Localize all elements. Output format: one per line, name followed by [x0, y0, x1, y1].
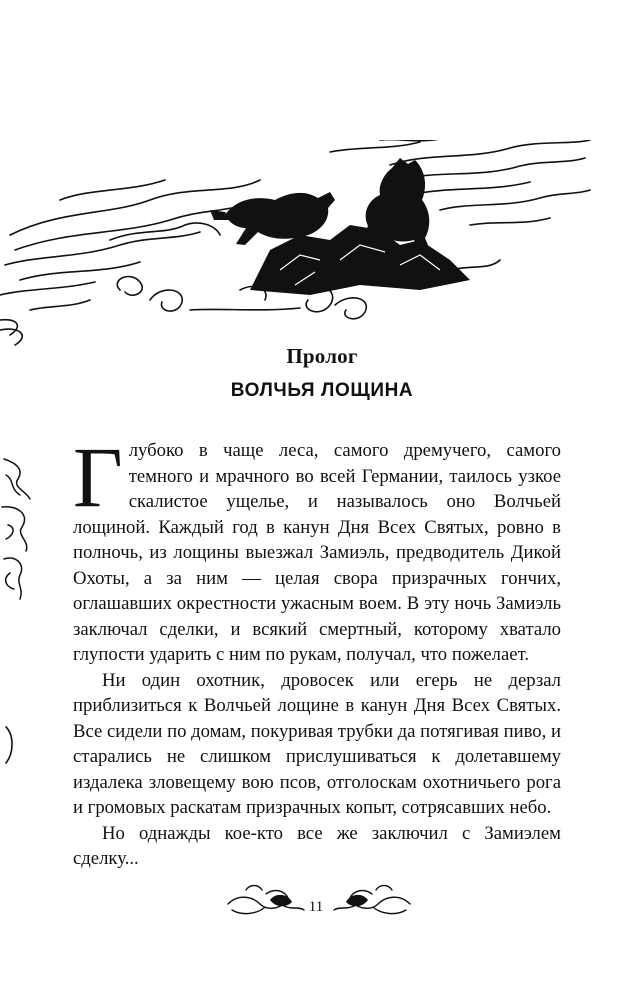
paragraph-3: Но однажды кое-кто все же заключил с Замиэлем сделку...	[73, 822, 561, 869]
margin-flourish-left	[0, 455, 38, 605]
paragraph-2: Ни один охотник, дровосек или егерь не дерзал приблизиться к Волчьей лощине в канун Дня Всех Святых. Все сидели по домам, покуривая трубки да потягивая пиво, и старались не слишком прислушиваться к долетавшему издалека зловещему вою псов, отголоскам охотничьего рога и громовых раскатам призрачных копыт, сотрясавших небо.	[73, 669, 561, 818]
drop-cap: Г	[73, 429, 123, 525]
chapter-label: Пролог	[286, 344, 358, 368]
margin-mark-left	[0, 725, 20, 765]
body-text	[73, 429, 561, 872]
footer-ornament-right	[330, 880, 412, 928]
chapter-title: ВОЛЧЬЯ ЛОЩИНА	[230, 380, 414, 401]
page-number: 11	[308, 899, 324, 915]
wolves-illustration	[0, 140, 600, 350]
paragraph-1-text: лубоко в чаще леса, самого дремучего, самого темного и мрачного во всей Германии, таилось узкое скалистое ущелье, и называлось оно Волчьей лощиной. Каждый год в канун Дня Всех Святых, ровно в полночь, из лощины выезжал Замиэль, предводитель Дикой Охоты, а за ним — целая свора призрачных гончих, оглашавших окрестности ужасным воем. В эту ночь Замиэль заключал сделки, и всякий смертный, которому хватало глупости ударить с ним по рукам, получал, что пожелает.	[73, 440, 561, 665]
paragraph-1	[73, 429, 561, 668]
